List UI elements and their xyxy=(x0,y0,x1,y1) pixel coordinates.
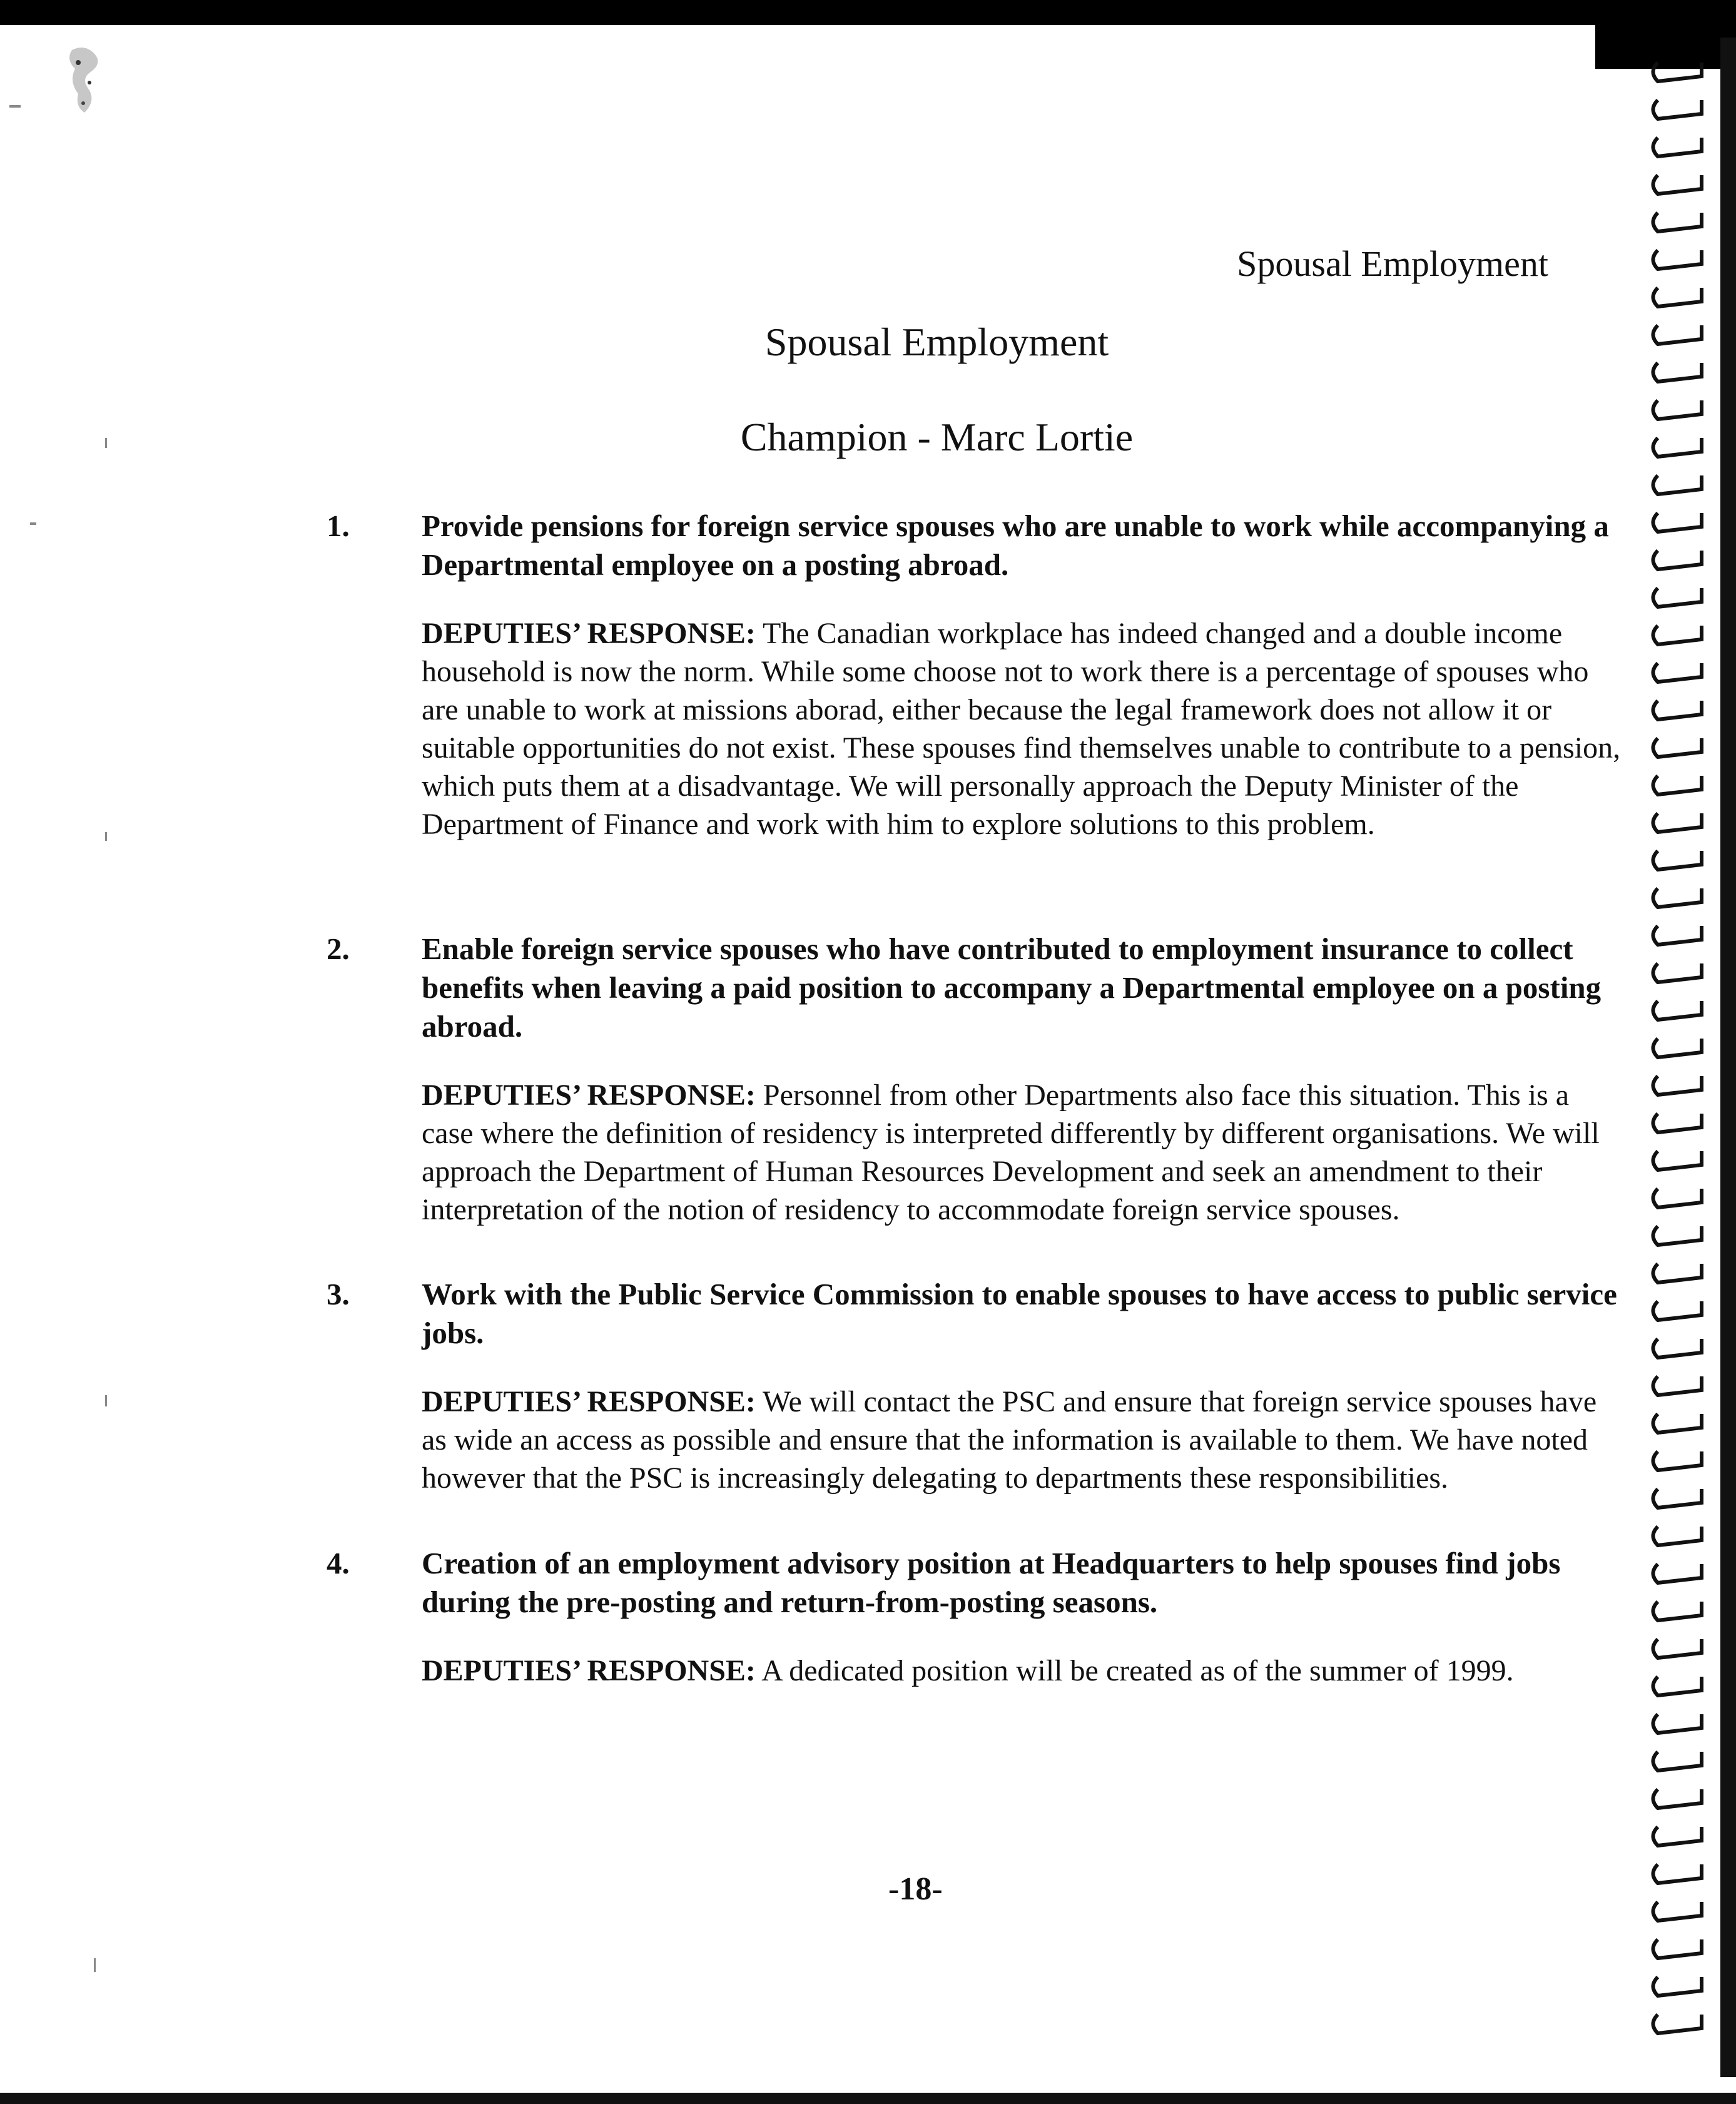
response-text: Personnel from other Departments also face this situation. This is a case where the definition of residency is interpreted differently by different organisations. We will approach the Department of Human Resources Development and seek an amendment to their interpretation of the notion of residency to accommodate foreign service spouses. xyxy=(422,1079,1600,1226)
deputies-response xyxy=(422,1383,1628,1497)
scan-speck xyxy=(105,832,107,841)
deputies-response xyxy=(422,614,1628,843)
recommendation-item xyxy=(327,1276,1628,1497)
running-header: Spousal Employment xyxy=(1237,243,1548,284)
response-text: The Canadian workplace has indeed changed and a double income household is now the norm. While some choose not to work there is a percentage of spouses who are unable to work at missions aborad, either because the legal framework does not allow it or suitable opportunities do not exist. These spouses find themselves unable to contribute to a pension, which puts them at a disadvantage. We will personally approach the Deputy Minister of the Department of Finance and work with him to explore solutions to this problem. xyxy=(422,617,1621,841)
page-number: -18- xyxy=(888,1871,943,1907)
recommendation-text: Provide pensions for foreign service spouses who are unable to work while accompanying a Departmental employee on a posting abroad. xyxy=(422,509,1609,582)
deputies-response xyxy=(422,1652,1628,1690)
recommendation-text: Enable foreign service spouses who have contributed to employment insurance to collect benefits when leaving a paid position to accompany a Departmental employee on a posting abroad. xyxy=(422,932,1601,1044)
document-title: Spousal Employment xyxy=(764,320,1109,364)
scan-speck xyxy=(9,105,21,108)
recommendation-text: Creation of an employment advisory position at Headquarters to help spouses find jobs during the pre-posting and return-from-posting seasons. xyxy=(422,1546,1561,1619)
scan-mark xyxy=(59,44,116,119)
recommendation-text: Work with the Public Service Commission to enable spouses to have access to public service jobs. xyxy=(422,1277,1617,1350)
scan-speck xyxy=(94,1958,96,1972)
deputies-response xyxy=(422,1076,1628,1229)
response-label: DEPUTIES’ RESPONSE: xyxy=(422,617,756,650)
response-text: We will contact the PSC and ensure that foreign service spouses have as wide an access as possible and ensure that the information is available to them. We have noted however that the PSC is increasingly delegating to departments these responsibilities. xyxy=(422,1385,1597,1495)
response-label: DEPUTIES’ RESPONSE: xyxy=(422,1654,756,1687)
recommendation-item xyxy=(327,931,1628,1229)
item-number: 3. xyxy=(327,1277,350,1311)
response-text: A dedicated position will be created as of the summer of 1999. xyxy=(761,1654,1514,1687)
scan-top-edge xyxy=(0,0,1736,25)
response-label: DEPUTIES’ RESPONSE: xyxy=(422,1079,756,1112)
recommendation-item xyxy=(327,1545,1628,1690)
item-number: 4. xyxy=(327,1546,350,1580)
document-subtitle: Champion - Marc Lortie xyxy=(740,415,1134,459)
item-number: 1. xyxy=(327,509,350,543)
response-label: DEPUTIES’ RESPONSE: xyxy=(422,1385,756,1418)
recommendation-item xyxy=(327,508,1628,843)
item-number: 2. xyxy=(327,932,350,966)
scan-speck xyxy=(105,1395,107,1406)
scan-bottom-edge xyxy=(0,2093,1736,2104)
scan-speck xyxy=(30,522,36,525)
